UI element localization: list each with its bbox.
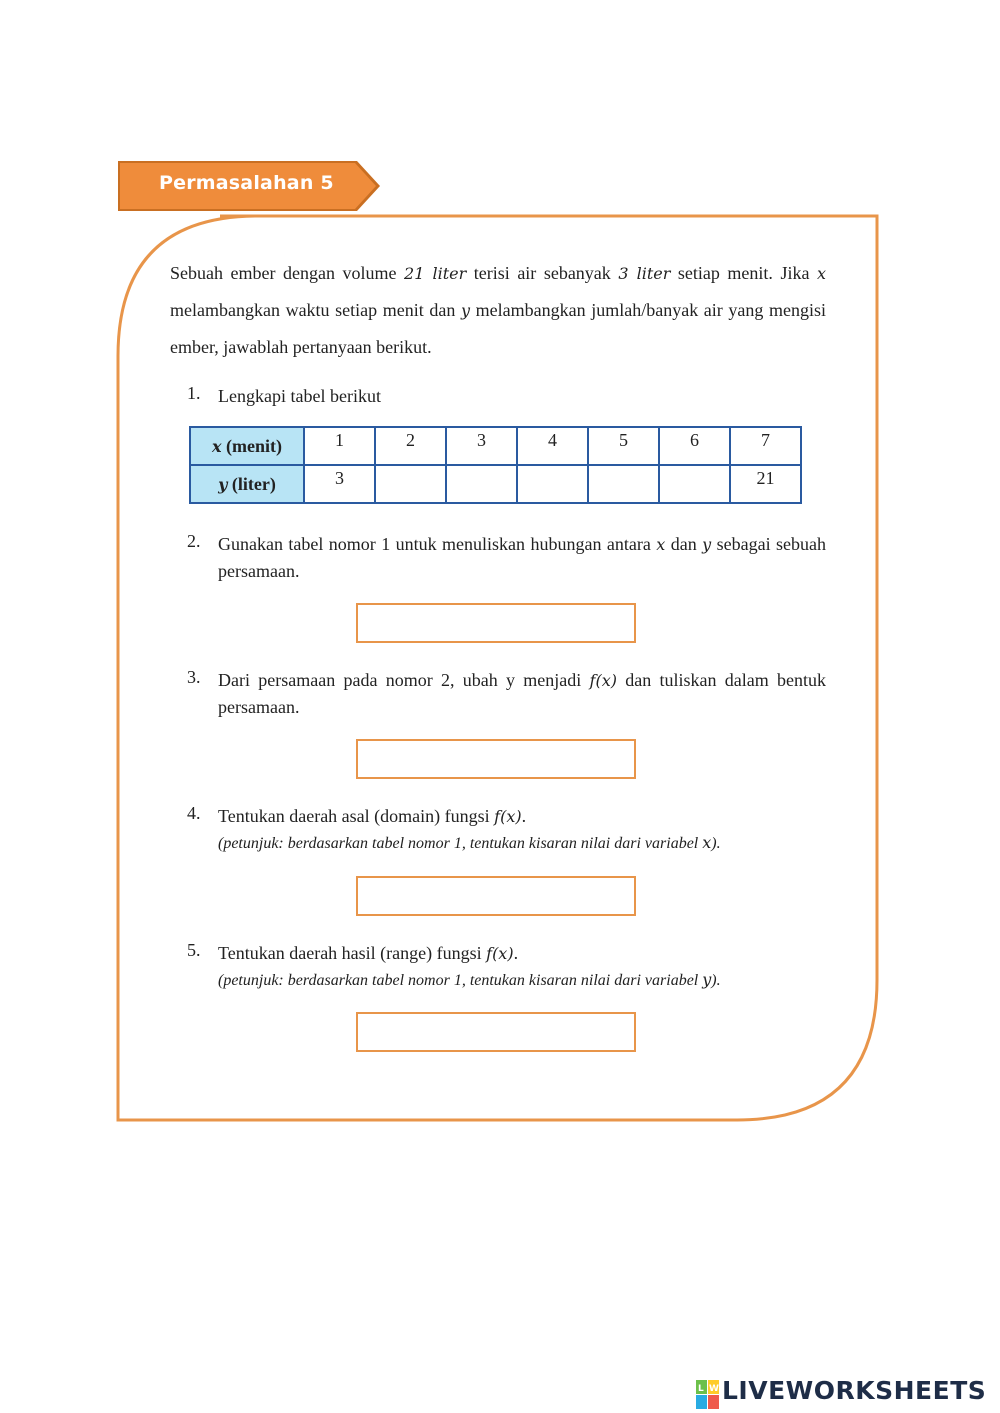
banner-title: Permasalahan 5 <box>159 172 334 194</box>
answer-box-5[interactable] <box>356 1012 636 1052</box>
table-row-y <box>190 465 801 503</box>
footer-brand: LIVEWORKSHEETS <box>722 1376 987 1405</box>
x-cell: 4 <box>517 427 588 465</box>
y-header: y (liter) <box>190 465 304 503</box>
table-row-x <box>190 427 801 465</box>
values-table <box>189 426 802 504</box>
svg-text:W: W <box>709 1384 719 1394</box>
y-cell: 3 <box>304 465 375 503</box>
answer-box-2[interactable] <box>356 603 636 643</box>
answer-box-4[interactable] <box>356 876 636 916</box>
x-cell: 5 <box>588 427 659 465</box>
x-cell: 1 <box>304 427 375 465</box>
x-cell: 2 <box>375 427 446 465</box>
y-input-cell[interactable] <box>588 465 659 503</box>
problem-statement <box>170 255 826 365</box>
hint-4: (petunjuk: berdasarkan tabel nomor 1, tentukan kisaran nilai dari variabel x). <box>218 833 721 852</box>
y-cell: 21 <box>730 465 801 503</box>
x-header: x (menit) <box>190 427 304 465</box>
y-input-cell[interactable] <box>659 465 730 503</box>
section-banner <box>117 160 382 212</box>
liveworksheets-logo-icon <box>696 1378 720 1412</box>
svg-text:L: L <box>698 1384 704 1394</box>
x-cell: 7 <box>730 427 801 465</box>
answer-box-3[interactable] <box>356 739 636 779</box>
x-cell: 6 <box>659 427 730 465</box>
y-input-cell[interactable] <box>375 465 446 503</box>
y-input-cell[interactable] <box>517 465 588 503</box>
y-input-cell[interactable] <box>446 465 517 503</box>
x-cell: 3 <box>446 427 517 465</box>
hint-5: (petunjuk: berdasarkan tabel nomor 1, tentukan kisaran nilai dari variabel y). <box>218 970 721 989</box>
intro-paragraph: Sebuah ember dengan volume 21 liter terisi air sebanyak 3 liter setiap menit. Jika x melambangkan waktu setiap menit dan y melambangkan jumlah/banyak air yang mengisi ember, jawablah pertanyaan berikut. <box>170 263 826 357</box>
